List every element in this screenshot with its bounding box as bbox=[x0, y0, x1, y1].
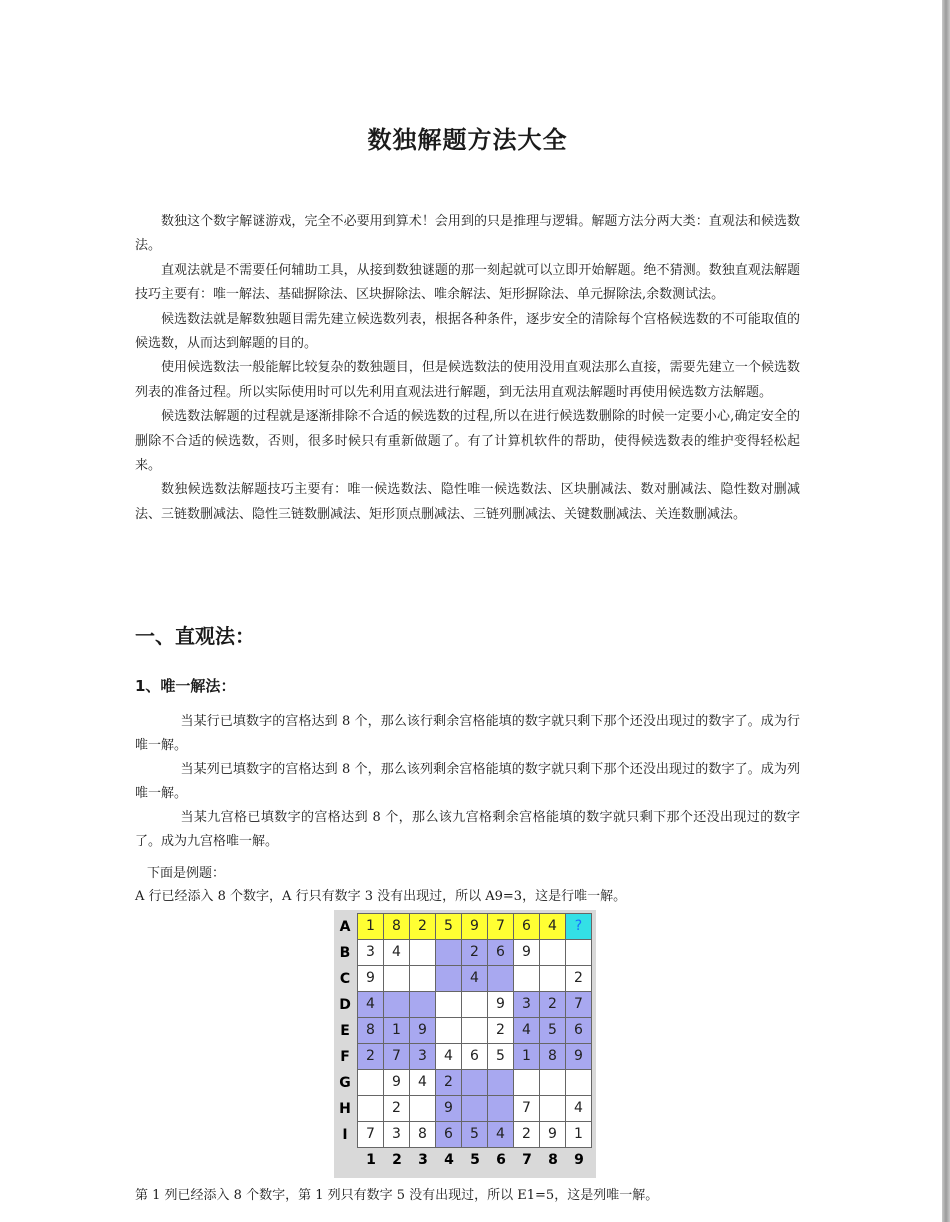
grid-cell bbox=[540, 1096, 566, 1122]
grid-cell: 2 bbox=[488, 1018, 514, 1044]
grid-cell: 4 bbox=[514, 1018, 540, 1044]
grid-cell: 2 bbox=[358, 1044, 384, 1070]
grid-cell bbox=[514, 966, 540, 992]
grid-col-label: 2 bbox=[392, 1152, 402, 1168]
intro-paragraph: 数独这个数字解谜游戏，完全不必要用到算术！会用到的只是推理与逻辑。解题方法分两大类：直观法和候选数法。 bbox=[135, 214, 800, 254]
grid-cell: 3 bbox=[514, 992, 540, 1018]
grid-col-label: 3 bbox=[418, 1152, 428, 1168]
bottom-caption: 第 1 列已经添入 8 个数字，第 1 列只有数字 5 没有出现过，所以 E1=5，这是列唯一解。 bbox=[135, 1188, 659, 1203]
grid-cell bbox=[410, 1096, 436, 1122]
grid-cell: 2 bbox=[436, 1070, 462, 1096]
grid-cell: 3 bbox=[384, 1122, 410, 1148]
example-lead: 下面是例题： bbox=[147, 866, 226, 881]
sudoku-grid-figure bbox=[334, 910, 596, 1178]
grid-col-label: 7 bbox=[522, 1152, 532, 1168]
grid-cell: 5 bbox=[436, 914, 462, 940]
intro-paragraph: 直观法就是不需要任何辅助工具，从接到数独谜题的那一刻起就可以立即开始解题。绝不猜测。数独直观法解题技巧主要有：唯一解法、基础摒除法、区块摒除法、唯余解法、矩形摒除法、单元摒除法,余数测试法。 bbox=[135, 262, 800, 303]
grid-cell: 6 bbox=[462, 1044, 488, 1070]
intro-paragraph: 候选数法就是解数独题目需先建立候选数列表，根据各种条件，逐步安全的清除每个宫格候选数的不可能取值的候选数，从而达到解题的目的。 bbox=[135, 311, 800, 352]
intro-section bbox=[135, 210, 800, 527]
rule-paragraph: 当某九宫格已填数字的宫格达到 8 个，那么该九宫格剩余宫格能填的数字就只剩下那个还没出现过的数字了。成为九宫格唯一解。 bbox=[135, 810, 800, 849]
grid-row-label: B bbox=[339, 945, 351, 961]
grid-cell: 1 bbox=[358, 914, 384, 940]
grid-cell: 5 bbox=[488, 1044, 514, 1070]
grid-cell: 1 bbox=[384, 1018, 410, 1044]
grid-cell bbox=[384, 992, 410, 1018]
grid-row-label: D bbox=[339, 997, 351, 1013]
grid-cell: 2 bbox=[540, 992, 566, 1018]
grid-cell bbox=[566, 1070, 592, 1096]
example-caption: A 行已经添入 8 个数字，A 行只有数字 3 没有出现过，所以 A9=3，这是行唯一解。 bbox=[135, 889, 627, 904]
grid-cell bbox=[540, 966, 566, 992]
grid-row-label: H bbox=[339, 1101, 351, 1117]
grid-cell: 2 bbox=[462, 940, 488, 966]
subsection-heading: 1、唯一解法： bbox=[135, 677, 236, 695]
grid-col-label: 4 bbox=[444, 1152, 454, 1168]
grid-cell: 1 bbox=[514, 1044, 540, 1070]
grid-cell: 6 bbox=[488, 940, 514, 966]
grid-cell: 9 bbox=[488, 992, 514, 1018]
grid-cell: 4 bbox=[540, 914, 566, 940]
grid-cell bbox=[358, 1096, 384, 1122]
grid-cell bbox=[462, 1070, 488, 1096]
grid-cell: 9 bbox=[462, 914, 488, 940]
grid-cell: 8 bbox=[384, 914, 410, 940]
grid-cell bbox=[488, 1070, 514, 1096]
grid-cell: 6 bbox=[514, 914, 540, 940]
grid-cell bbox=[540, 940, 566, 966]
grid-cell bbox=[488, 966, 514, 992]
intro-paragraph: 候选数法解题的过程就是逐渐排除不合适的候选数的过程,所以在进行候选数删除的时候一定要小心,确定安全的删除不合适的候选数，否则，很多时候只有重新做题了。有了计算机软件的帮助，使得候选数表的维护变得轻松起来。 bbox=[135, 409, 800, 474]
rules-section bbox=[135, 710, 800, 854]
intro-paragraph: 数独候选数法解题技巧主要有：唯一候选数法、隐性唯一候选数法、区块删减法、数对删减法、隐性数对删减法、三链数删减法、隐性三链数删减法、矩形顶点删减法、三链列删减法、关键数删减法、关连数删减法。 bbox=[135, 482, 800, 522]
grid-cell: 2 bbox=[566, 966, 592, 992]
grid-cell: 8 bbox=[540, 1044, 566, 1070]
section-heading: 一、直观法： bbox=[135, 624, 255, 648]
grid-cell: 8 bbox=[358, 1018, 384, 1044]
grid-cell bbox=[462, 1096, 488, 1122]
grid-cell: 4 bbox=[384, 940, 410, 966]
grid-cell: 4 bbox=[358, 992, 384, 1018]
grid-cell: 2 bbox=[384, 1096, 410, 1122]
intro-paragraph: 使用候选数法一般能解比较复杂的数独题目，但是候选数法的使用没用直观法那么直接，需要先建立一个候选数列表的准备过程。所以实际使用时可以先利用直观法进行解题，到无法用直观法解题时再使用候选数方法解题。 bbox=[135, 360, 800, 400]
grid-col-label: 5 bbox=[470, 1152, 480, 1168]
grid-col-label: 6 bbox=[496, 1152, 506, 1168]
grid-cell: 7 bbox=[514, 1096, 540, 1122]
grid-cell bbox=[436, 940, 462, 966]
grid-cell: 7 bbox=[384, 1044, 410, 1070]
grid-cell: ? bbox=[566, 914, 592, 940]
grid-cell bbox=[410, 966, 436, 992]
grid-cell bbox=[462, 992, 488, 1018]
grid-row-label: F bbox=[340, 1049, 350, 1065]
grid-cell: 4 bbox=[410, 1070, 436, 1096]
grid-cell bbox=[540, 1070, 566, 1096]
sudoku-board bbox=[357, 913, 592, 1148]
grid-cell bbox=[488, 1096, 514, 1122]
grid-cell: 2 bbox=[514, 1122, 540, 1148]
grid-cell: 9 bbox=[540, 1122, 566, 1148]
grid-cell bbox=[358, 1070, 384, 1096]
grid-cell: 4 bbox=[488, 1122, 514, 1148]
grid-cell bbox=[436, 966, 462, 992]
grid-cell bbox=[436, 992, 462, 1018]
grid-row-label: A bbox=[339, 919, 351, 935]
grid-cell: 9 bbox=[566, 1044, 592, 1070]
grid-cell bbox=[462, 1018, 488, 1044]
grid-cell: 7 bbox=[488, 914, 514, 940]
grid-cell: 9 bbox=[514, 940, 540, 966]
grid-cell: 7 bbox=[566, 992, 592, 1018]
grid-cell: 6 bbox=[566, 1018, 592, 1044]
grid-cell bbox=[566, 940, 592, 966]
grid-col-label: 1 bbox=[366, 1152, 376, 1168]
grid-cell: 1 bbox=[566, 1122, 592, 1148]
grid-cell: 4 bbox=[566, 1096, 592, 1122]
page-title: 数独解题方法大全 bbox=[367, 126, 568, 154]
grid-col-label: 9 bbox=[574, 1152, 584, 1168]
grid-col-label: 8 bbox=[548, 1152, 558, 1168]
grid-cell: 8 bbox=[410, 1122, 436, 1148]
grid-cell: 6 bbox=[436, 1122, 462, 1148]
grid-cell: 2 bbox=[410, 914, 436, 940]
grid-cell bbox=[384, 966, 410, 992]
grid-cell: 5 bbox=[462, 1122, 488, 1148]
grid-row-label: E bbox=[340, 1023, 350, 1039]
grid-row-label: C bbox=[339, 971, 351, 987]
grid-cell: 4 bbox=[462, 966, 488, 992]
grid-cell: 3 bbox=[410, 1044, 436, 1070]
grid-cell bbox=[436, 1018, 462, 1044]
grid-cell: 9 bbox=[358, 966, 384, 992]
grid-cell bbox=[410, 940, 436, 966]
grid-cell: 9 bbox=[436, 1096, 462, 1122]
grid-row-label: I bbox=[342, 1127, 348, 1143]
rule-paragraph: 当某行已填数字的宫格达到 8 个，那么该行剩余宫格能填的数字就只剩下那个还没出现过的数字了。成为行唯一解。 bbox=[135, 714, 800, 753]
grid-cell bbox=[410, 992, 436, 1018]
grid-cell: 9 bbox=[384, 1070, 410, 1096]
grid-row-label: G bbox=[339, 1075, 351, 1091]
grid-cell: 9 bbox=[410, 1018, 436, 1044]
rule-paragraph: 当某列已填数字的宫格达到 8 个，那么该列剩余宫格能填的数字就只剩下那个还没出现过的数字了。成为列唯一解。 bbox=[135, 762, 800, 801]
grid-cell: 5 bbox=[540, 1018, 566, 1044]
grid-cell: 3 bbox=[358, 940, 384, 966]
page-scrollbar[interactable] bbox=[942, 0, 950, 1222]
grid-cell: 4 bbox=[436, 1044, 462, 1070]
grid-cell: 7 bbox=[358, 1122, 384, 1148]
grid-cell bbox=[514, 1070, 540, 1096]
